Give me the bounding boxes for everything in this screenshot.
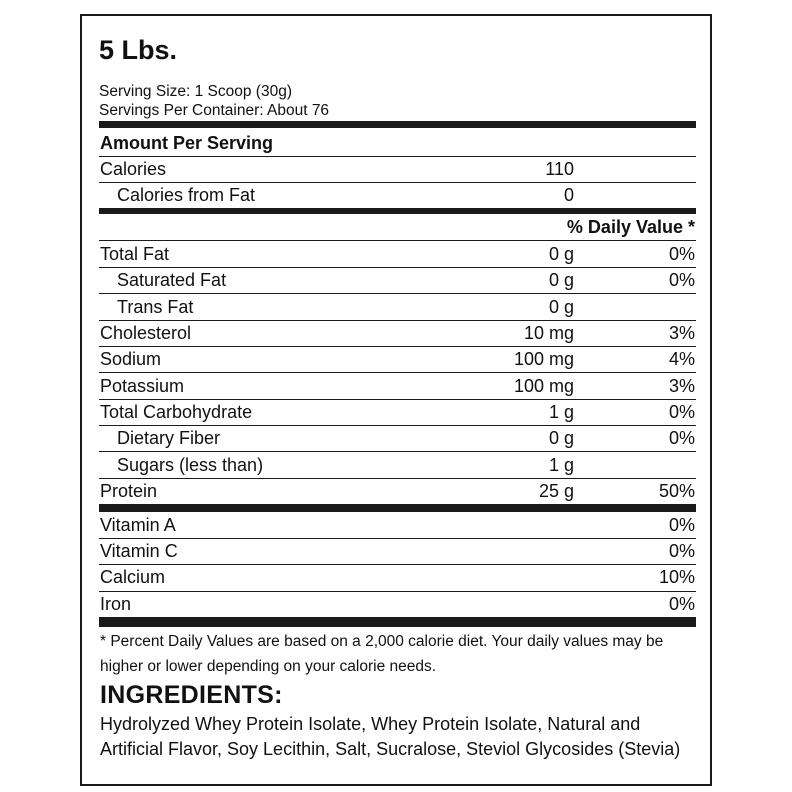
nutrient-daily-value: 4% xyxy=(668,349,695,369)
nutrient-label: Saturated Fat xyxy=(117,270,227,290)
nutrient-row xyxy=(99,373,696,399)
nutrient-row xyxy=(99,346,696,372)
nutrient-row xyxy=(99,241,696,267)
nutrient-label: Total Carbohydrate xyxy=(100,402,253,422)
nutrient-row xyxy=(99,452,696,478)
daily-value-footnote: * Percent Daily Values are based on a 2,000 calorie diet. Your daily values may be higher or lower depending on your calorie needs. xyxy=(100,633,664,675)
nutrition-facts-panel xyxy=(80,14,712,786)
vitamin-daily-value: 0% xyxy=(668,515,695,535)
nutrient-row xyxy=(99,399,696,425)
nutrient-daily-value: 0% xyxy=(668,402,695,422)
nutrient-amount: 0 g xyxy=(548,270,574,290)
nutrient-amount: 0 g xyxy=(548,297,574,317)
vitamin-daily-value: 10% xyxy=(658,567,695,587)
thick-divider xyxy=(99,121,696,128)
nutrient-row xyxy=(99,425,696,451)
vitamin-row xyxy=(99,564,696,590)
daily-value-header: % Daily Value * xyxy=(566,217,695,237)
servings-per-container: Servings Per Container: About 76 xyxy=(99,102,330,119)
vitamin-label: Calcium xyxy=(100,567,166,587)
nutrient-label: Potassium xyxy=(100,376,185,396)
vitamin-label: Vitamin C xyxy=(100,541,178,561)
ingredients-heading: INGREDIENTS: xyxy=(100,681,283,709)
vitamin-daily-value: 0% xyxy=(668,594,695,614)
thick-divider xyxy=(99,617,696,627)
nutrient-amount: 100 mg xyxy=(513,376,574,396)
calories-row xyxy=(99,156,696,182)
nutrient-daily-value: 50% xyxy=(658,481,695,501)
amount-per-serving-row xyxy=(99,130,696,156)
nutrient-amount: 100 mg xyxy=(513,349,574,369)
calories-from-fat-value: 0 xyxy=(563,185,574,205)
nutrient-label: Cholesterol xyxy=(100,323,192,343)
daily-value-header-row xyxy=(99,214,696,240)
serving-size: Serving Size: 1 Scoop (30g) xyxy=(99,83,292,100)
nutrient-daily-value: 3% xyxy=(668,323,695,343)
nutrient-label: Sodium xyxy=(100,349,162,369)
nutrient-daily-value: 0% xyxy=(668,270,695,290)
vitamin-label: Vitamin A xyxy=(100,515,176,535)
package-size: 5 Lbs. xyxy=(99,35,178,65)
nutrient-amount: 0 g xyxy=(548,428,574,448)
nutrient-amount: 1 g xyxy=(548,402,574,422)
vitamin-row xyxy=(99,591,696,617)
vitamin-row xyxy=(99,538,696,564)
nutrient-row xyxy=(99,320,696,346)
nutrient-label: Dietary Fiber xyxy=(117,428,221,448)
nutrient-row xyxy=(99,267,696,293)
calories-value: 110 xyxy=(545,159,574,179)
nutrient-amount: 0 g xyxy=(548,244,574,264)
nutrient-label: Total Fat xyxy=(100,244,170,264)
nutrient-daily-value: 3% xyxy=(668,376,695,396)
vitamin-row xyxy=(99,512,696,538)
nutrient-daily-value: 0% xyxy=(668,244,695,264)
amount-per-serving-label: Amount Per Serving xyxy=(100,133,274,153)
calories-from-fat-label: Calories from Fat xyxy=(117,185,256,205)
vitamin-daily-value: 0% xyxy=(668,541,695,561)
nutrient-row xyxy=(99,294,696,320)
nutrient-daily-value: 0% xyxy=(668,428,695,448)
calories-from-fat-row xyxy=(99,182,696,208)
ingredients-text: Hydrolyzed Whey Protein Isolate, Whey Protein Isolate, Natural and Artificial Flavor, Soy Lecithin, Salt, Sucralose, Steviol Glycosides (Stevia) xyxy=(100,714,681,759)
thick-divider xyxy=(99,504,696,512)
calories-label: Calories xyxy=(100,159,167,179)
nutrient-label: Sugars (less than) xyxy=(117,455,264,475)
nutrient-row xyxy=(99,478,696,504)
nutrient-amount: 1 g xyxy=(548,455,574,475)
nutrient-label: Protein xyxy=(100,481,158,501)
nutrient-amount: 10 mg xyxy=(523,323,574,343)
nutrient-label: Trans Fat xyxy=(117,297,194,317)
nutrient-amount: 25 g xyxy=(538,481,574,501)
vitamin-label: Iron xyxy=(100,594,132,614)
